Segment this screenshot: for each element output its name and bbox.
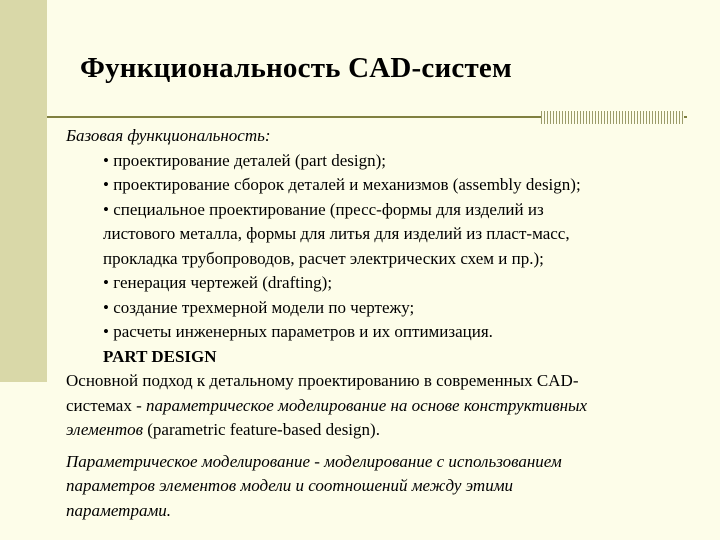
- definition-line-2: параметров элементов модели и соотношений между этими: [66, 476, 514, 495]
- intro-label: Базовая функциональность:: [66, 126, 271, 145]
- approach-english-term: (parametric feature-based design).: [143, 420, 380, 439]
- approach-line-3: [66, 418, 696, 443]
- approach-italic-text: параметрическое моделирование на основе конструктивных: [146, 395, 588, 415]
- slide-body: [66, 124, 696, 523]
- part-design-heading: PART DESIGN: [103, 346, 217, 366]
- divider-hatch-decor: [541, 111, 684, 124]
- bullet-calculations: • расчеты инженерных параметров и их оптимизация.: [103, 322, 493, 341]
- definition-line-1: Параметрическое моделирование - моделирование с использованием: [66, 451, 562, 471]
- definition-line-3: параметрами.: [66, 500, 172, 520]
- slide-title: Функциональность CAD-систем: [80, 52, 512, 84]
- bullet-assembly-design: • проектирование сборок деталей и механизмов (assembly design);: [103, 175, 581, 194]
- approach-plain-text: системах -: [66, 395, 147, 415]
- bullet-special-design-2: листового металла, формы для литья для изделий из пласт-масс,: [103, 224, 570, 243]
- approach-line-1: Основной подход к детальному проектированию в современных CAD-: [66, 371, 579, 390]
- bullet-drafting: • генерация чертежей (drafting);: [103, 273, 333, 292]
- bullet-3d-model: • создание трехмерной модели по чертежу;: [103, 297, 415, 317]
- left-decor-bar: [0, 0, 47, 382]
- approach-line-2: [66, 394, 696, 419]
- approach-italic-elements: элементов: [66, 420, 144, 439]
- bullet-special-design-1: • специальное проектирование (пресс-формы для изделий из: [103, 199, 544, 219]
- definition-paragraph: [66, 450, 696, 524]
- bullet-part-design: • проектирование деталей (part design);: [103, 150, 386, 170]
- bullet-special-design-3: прокладка трубопроводов, расчет электрических схем и пр.);: [103, 248, 544, 268]
